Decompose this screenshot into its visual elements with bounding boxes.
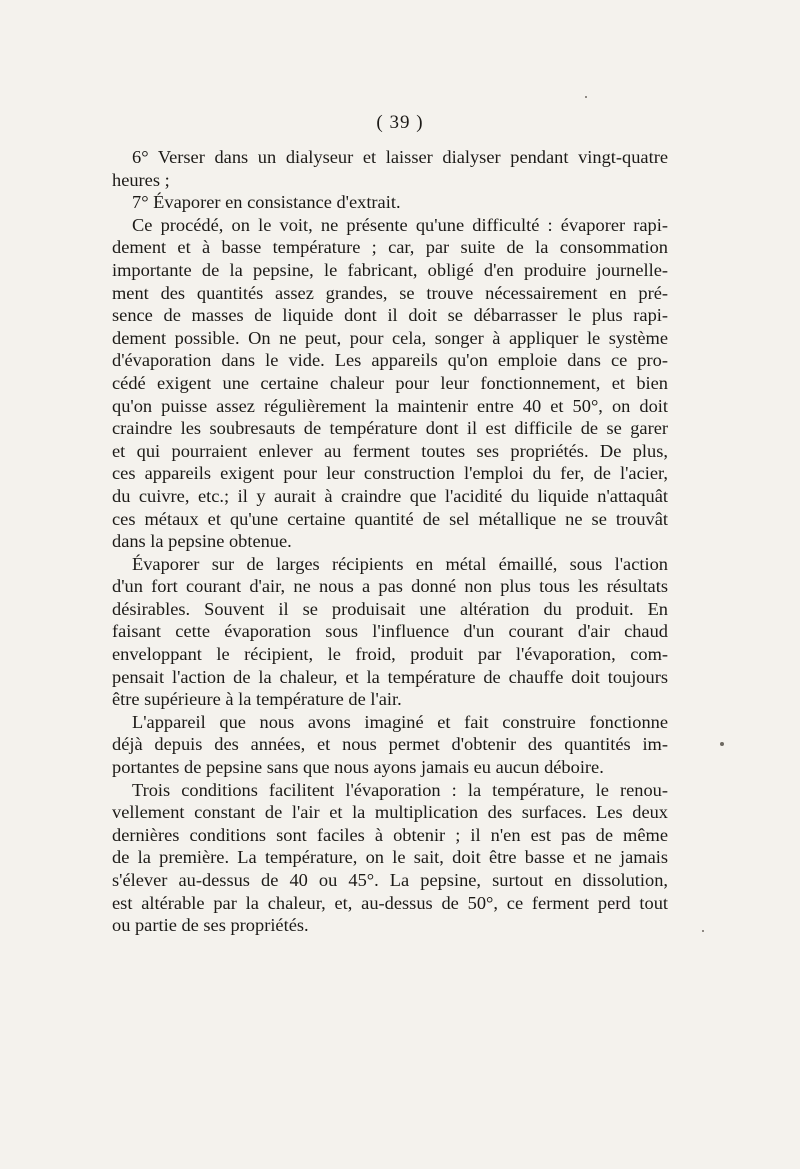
text-line: Évaporer sur de larges récipients en métal émaillé, sous l'action bbox=[132, 553, 668, 574]
text-line: être supérieure à la température de l'air. bbox=[112, 689, 402, 710]
text-line: 6° Verser dans un dialyseur et laisser dialyser pendant vingt-quatre bbox=[132, 147, 668, 167]
text-line: du cuivre, etc.; il y aurait à craindre que l'acidité du liquide n'attaquât bbox=[112, 485, 668, 506]
body-text bbox=[112, 146, 668, 937]
text-line: portantes de pepsine sans que nous ayons jamais eu aucun déboire. bbox=[112, 757, 604, 778]
text-line: cédé exigent une certaine chaleur pour leur fonctionnement, et bien bbox=[112, 372, 668, 393]
text-line: sence de masses de liquide dont il doit se débarrasser le plus rapi- bbox=[112, 305, 668, 326]
text-line: désirables. Souvent il se produisait une altération du produit. En bbox=[112, 598, 668, 619]
paragraph-apparatus bbox=[112, 711, 668, 779]
text-line: vellement constant de l'air et la multiplication des surfaces. Les deux bbox=[112, 802, 668, 823]
text-line: ment des quantités assez grandes, se trouve nécessairement en pré- bbox=[112, 282, 668, 303]
text-line: s'élever au-dessus de 40 ou 45°. La pepsine, surtout en dissolution, bbox=[112, 870, 668, 890]
text-line: 7° Évaporer en consistance d'extrait. bbox=[132, 192, 401, 213]
text-line: craindre les soubresauts de température dont il est difficile de se garer bbox=[112, 418, 668, 439]
text-line: ou partie de ses propriétés. bbox=[112, 915, 309, 936]
text-line: enveloppant le récipient, le froid, produit par l'évaporation, com- bbox=[112, 644, 668, 665]
text-line: dans la pepsine obtenue. bbox=[112, 531, 292, 552]
text-line: d'un fort courant d'air, ne nous a pas donné non plus tous les résultats bbox=[112, 576, 668, 597]
text-line: dement et à basse température ; car, par suite de la consommation bbox=[112, 237, 668, 258]
paragraph-three-conditions bbox=[112, 779, 668, 937]
text-line: dement possible. On ne peut, pour cela, songer à appliquer le système bbox=[112, 327, 668, 348]
paragraph-enamelled-vessels bbox=[112, 553, 668, 711]
text-line: de la première. La température, on le sait, doit être basse et ne jamais bbox=[112, 847, 668, 868]
paper-speck bbox=[702, 930, 704, 932]
page-number: ( 39 ) bbox=[376, 112, 424, 133]
text-line: dernières conditions sont faciles à obtenir ; il n'en est pas de même bbox=[112, 824, 668, 845]
text-line: L'appareil que nous avons imaginé et fait construire fonctionne bbox=[132, 711, 668, 732]
paragraph-dialysis-step bbox=[112, 146, 668, 191]
paper-speck bbox=[585, 96, 587, 98]
paper-speck bbox=[720, 742, 724, 746]
text-line: heures ; bbox=[112, 169, 170, 190]
text-line: faisant cette évaporation sous l'influence d'un courant d'air chaud bbox=[112, 621, 668, 642]
paragraph-procedure-difficulty bbox=[112, 214, 668, 553]
text-line: et qui pourraient enlever au ferment toutes ses propriétés. De plus, bbox=[112, 440, 668, 461]
text-line: d'évaporation dans le vide. Les appareils qu'on emploie dans ce pro- bbox=[112, 350, 668, 371]
text-line: déjà depuis des années, et nous permet d'obtenir des quantités im- bbox=[112, 734, 668, 755]
text-line: ces métaux et qu'une certaine quantité de sel métallique ne se trouvât bbox=[112, 508, 668, 529]
text-line: pensait l'action de la chaleur, et la température de chauffe doit toujours bbox=[112, 666, 668, 687]
text-line: Trois conditions facilitent l'évaporation : la température, le renou- bbox=[132, 779, 668, 800]
paragraph-evaporation-step bbox=[112, 191, 668, 214]
text-line: est altérable par la chaleur, et, au-dessus de 50°, ce ferment perd tout bbox=[112, 892, 668, 913]
text-line: importante de la pepsine, le fabricant, obligé d'en produire journelle- bbox=[112, 259, 668, 280]
text-line: Ce procédé, on le voit, ne présente qu'une difficulté : évaporer rapi- bbox=[132, 214, 668, 235]
text-line: ces appareils exigent pour leur construction l'emploi du fer, de l'acier, bbox=[112, 463, 668, 484]
text-line: qu'on puisse assez régulièrement la maintenir entre 40 et 50°, on doit bbox=[112, 395, 668, 416]
